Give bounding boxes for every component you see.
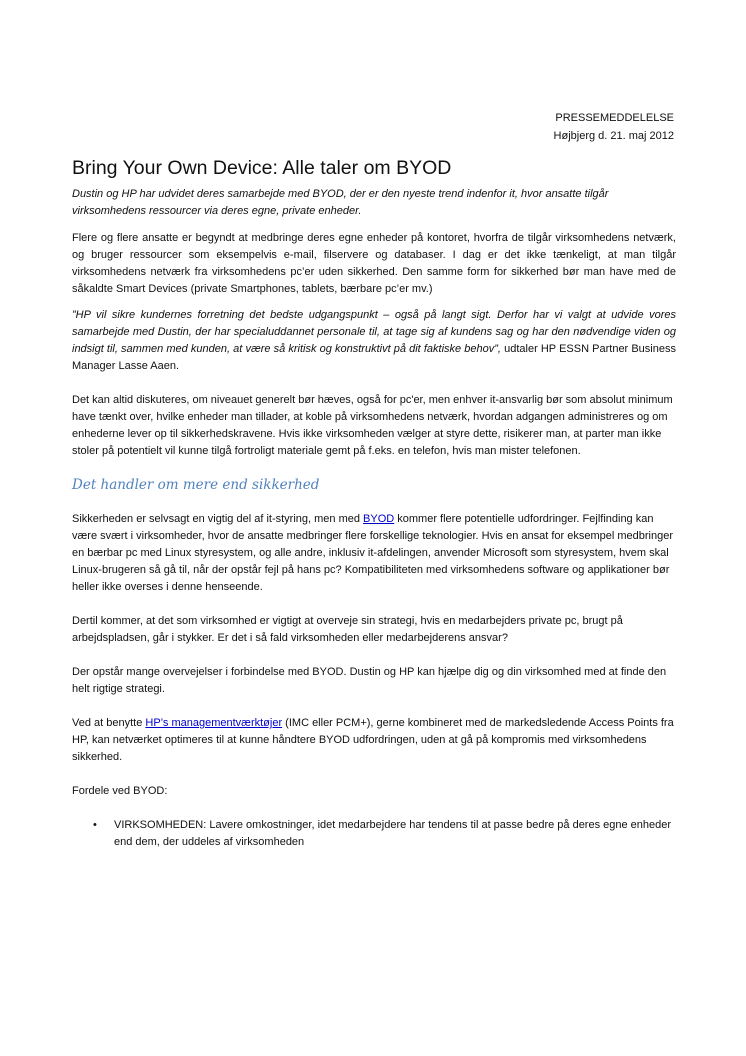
body-paragraph-5: Der opstår mange overvejelser i forbindelse med BYOD. Dustin og HP kan hjælpe dig og din virksomhed med at finde den helt rigtige strategi. <box>72 666 667 695</box>
body-paragraph-2: Det kan altid diskuteres, om niveauet generelt bør hæves, også for pc'er, men enhver it-ansvarlig bør som absolut minimum have tænkt over, hvilke enheder man tillader, at koble på virksomhedens netværk, hvordan adgangen administreres og om enhederne lever op til sikkerhedskravene. Hvis ikke virksomheden vælger at styre dette, risikerer man, at parter man ikke stoler på potentielt vil kunne tilgå fortroligt materiale gemt på f.eks. en telefon, hvis man mister telefonen. <box>72 394 673 457</box>
quote-text: ”HP vil sikre kundernes forretning det bedste udgangspunkt – også på langt sigt. Derfor har vi valgt at udvide vores samarbejde med Dustin, der har specialuddannet personale til, at tage sig af kundens sag og har den nødvendige viden og indsigt til, sammen med kunden, at være så kritisk og konstruktivt på dit faktiske behov”, <box>72 309 676 355</box>
byod-link[interactable]: BYOD <box>363 513 395 525</box>
benefits-list <box>72 817 676 851</box>
p6-before: Ved at benytte <box>72 717 146 729</box>
list-item <box>72 817 676 851</box>
quote-attribution: udtaler HP ESSN Partner Business Manager Lasse Aaen. <box>72 343 676 372</box>
hp-management-tools-link[interactable]: HP’s managementværktøjer <box>145 717 283 729</box>
document-title: Bring Your Own Device: Alle taler om BYOD <box>72 157 452 179</box>
section-subheading: Det handler om mere end sikkerhed <box>72 477 320 493</box>
place-date: Højbjerg d. 21. maj 2012 <box>553 130 674 142</box>
benefit-text: VIRKSOMHEDEN: Lavere omkostninger, idet medarbejdere har tendens til at passe bedre på deres egne enheder end dem, der uddeles af virksomheden <box>114 819 672 848</box>
press-header <box>554 109 674 145</box>
p3-before: Sikkerheden er selvsagt en vigtig del af it-styring, men med <box>72 513 364 525</box>
body-paragraph-6 <box>72 715 676 766</box>
document-body <box>72 186 676 851</box>
press-release-label: PRESSEMEDDELELSE <box>555 112 674 124</box>
benefits-heading: Fordele ved BYOD: <box>72 785 168 797</box>
p6-after: (IMC eller PCM+), gerne kombineret med de markedsledende Access Points fra HP, kan netværket optimeres til at kunne håndtere BYOD udfordringen, uden at gå på kompromis med virksomhedens sikkerhed. <box>72 717 674 763</box>
body-paragraph-4: Dertil kommer, at det som virksomhed er vigtigt at overveje sin strategi, hvis en medarbejders private pc, brugt på arbejdspladsen, går i stykker. Er det i så fald virksomheden eller medarbejderens ansvar? <box>72 615 623 644</box>
lead-paragraph: Dustin og HP har udvidet deres samarbejde med BYOD, der er den nyeste trend indenfor it, hvor ansatte tilgår virksomhedens ressourcer via deres egne, private enheder. <box>72 188 609 217</box>
bullet-icon: • <box>93 819 97 831</box>
quote-paragraph <box>72 307 676 375</box>
p3-after: kommer flere potentielle udfordringer. Fejlfinding kan være svært i virksomheder, hvor de ansatte medbringer flere forskellige teknologier. Hvis en ansat for eksempel medbringer en bærbar pc med Linux styresystem, og alle andre, inklusiv it-afdelingen, anvender Microsoft som styresystem, hvem skal Linux-brugeren så gå til, når der opstår fejl på hans pc? Kompatibiliteten med virksomhedens software og applikationer bør heller ikke overses i denne henseende. <box>72 513 673 593</box>
body-paragraph-3 <box>72 511 676 596</box>
intro-paragraph: Flere og flere ansatte er begyndt at medbringe deres egne enheder på kontoret, hvorfra de tilgår virksomhedens netværk, og bruger ressourcer som eksempelvis e-mail, filservere og databaser. I dag er det ikke tænkeligt, at man tilgår virksomhedens netværk fra virksomhedens pc’er uden sikkerhed. Den samme form for sikkerhed bør man have med de såkaldte Smart Devices (private Smartphones, tablets, bærbare pc’er mv.) <box>72 232 676 295</box>
